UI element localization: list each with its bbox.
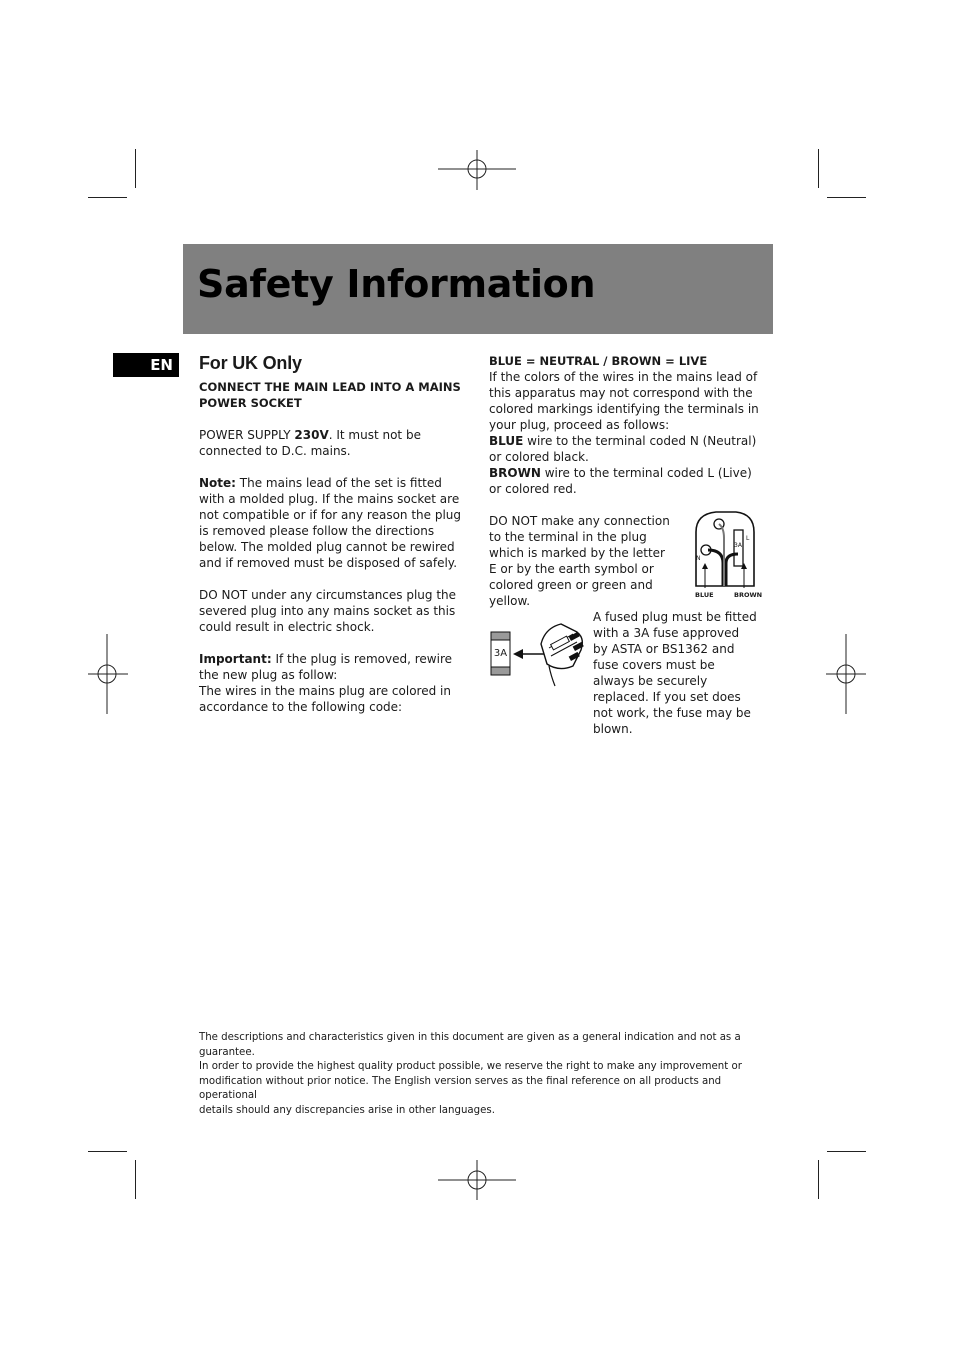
registration-mark-icon — [438, 150, 516, 190]
important-label: Important: — [199, 652, 272, 666]
section-heading: For UK Only — [199, 353, 302, 373]
page-title: Safety Information — [197, 262, 596, 306]
wires-paragraph: The wires in the mains plug are colored in accordance to the following code: — [199, 684, 451, 714]
fuse-paragraph: A fused plug must be fitted with a 3A fuse approved by ASTA or BS1362 and fuse covers must be always be securely replaced. If you set does not work, the fuse may be blown. — [593, 610, 757, 736]
crop-mark-icon — [818, 149, 819, 188]
registration-mark-icon — [438, 1160, 516, 1200]
plug-label-l: L — [746, 535, 750, 542]
power-value: 230V — [294, 428, 329, 442]
crop-mark-icon — [135, 1160, 136, 1199]
power-prefix: POWER SUPPLY — [199, 428, 295, 442]
crop-mark-icon — [88, 197, 127, 198]
plug-label-blue: BLUE — [695, 591, 714, 599]
plug-label-brown: BROWN — [734, 591, 763, 599]
disclaimer-line: modification without prior notice. The English version serves as the final reference on all products and operational — [199, 1075, 722, 1101]
blue-paragraph — [489, 433, 765, 465]
disclaimer-line: In order to provide the highest quality product possible, we reserve the right to make any improvement or — [199, 1061, 742, 1072]
language-tab: EN — [113, 353, 179, 377]
right-column — [489, 353, 765, 497]
note-text: The mains lead of the set is fitted with a molded plug. If the mains socket are not compatible or if for any reason the plug is removed please follow the directions below. The molded plug cannot be rewired and if removed must be disposed of safely. — [199, 476, 462, 570]
color-code-heading: BLUE = NEUTRAL / BROWN = LIVE — [489, 354, 708, 368]
power-suffix: . It must not be connected to D.C. mains. — [199, 428, 421, 458]
registration-mark-icon — [88, 634, 128, 714]
crop-mark-icon — [88, 1151, 127, 1152]
note-label: Note: — [199, 476, 236, 490]
registration-mark-icon — [826, 634, 866, 714]
brown-label: BROWN — [489, 466, 541, 480]
disclaimer-line: details should any discrepancies arise in other languages. — [199, 1104, 495, 1116]
title-banner — [183, 244, 773, 334]
note-paragraph — [199, 475, 471, 571]
plug-label-fuse: 3A — [734, 542, 742, 549]
intro-paragraph: If the colors of the wires in the mains lead of this apparatus may not correspond with the colored markings identifying the terminals in your plug, proceed as follows: — [489, 370, 759, 432]
fuse-label: 3A — [493, 648, 508, 659]
blue-text: wire to the terminal coded N (Neutral) or colored black. — [489, 434, 757, 464]
earth-paragraph: DO NOT make any connection to the terminal in the plug which is marked by the letter E or by the earth symbol or colored green or green and yellow. — [489, 514, 670, 608]
crop-mark-icon — [135, 149, 136, 188]
crop-mark-icon — [827, 1151, 866, 1152]
crop-mark-icon — [827, 197, 866, 198]
crop-mark-icon — [818, 1160, 819, 1199]
section-subheading: CONNECT THE MAIN LEAD INTO A MAINS POWER SOCKET — [199, 380, 461, 410]
left-column — [199, 353, 471, 715]
blue-label: BLUE — [489, 434, 524, 448]
disclaimer-line: The descriptions and characteristics given in this document are given as a general indication and not as a guarantee. — [199, 1032, 741, 1058]
brown-text: wire to the terminal coded L (Live) or colored red. — [489, 466, 752, 496]
brown-paragraph — [489, 465, 765, 497]
donot-paragraph: DO NOT under any circumstances plug the severed plug into any mains socket as this could result in electric shock. — [199, 588, 457, 634]
important-paragraph — [199, 651, 471, 683]
plug-label-n: N — [696, 555, 701, 562]
power-supply-paragraph — [199, 427, 471, 459]
important-text: If the plug is removed, rewire the new plug as follow: — [199, 652, 452, 682]
disclaimer — [199, 1031, 759, 1118]
